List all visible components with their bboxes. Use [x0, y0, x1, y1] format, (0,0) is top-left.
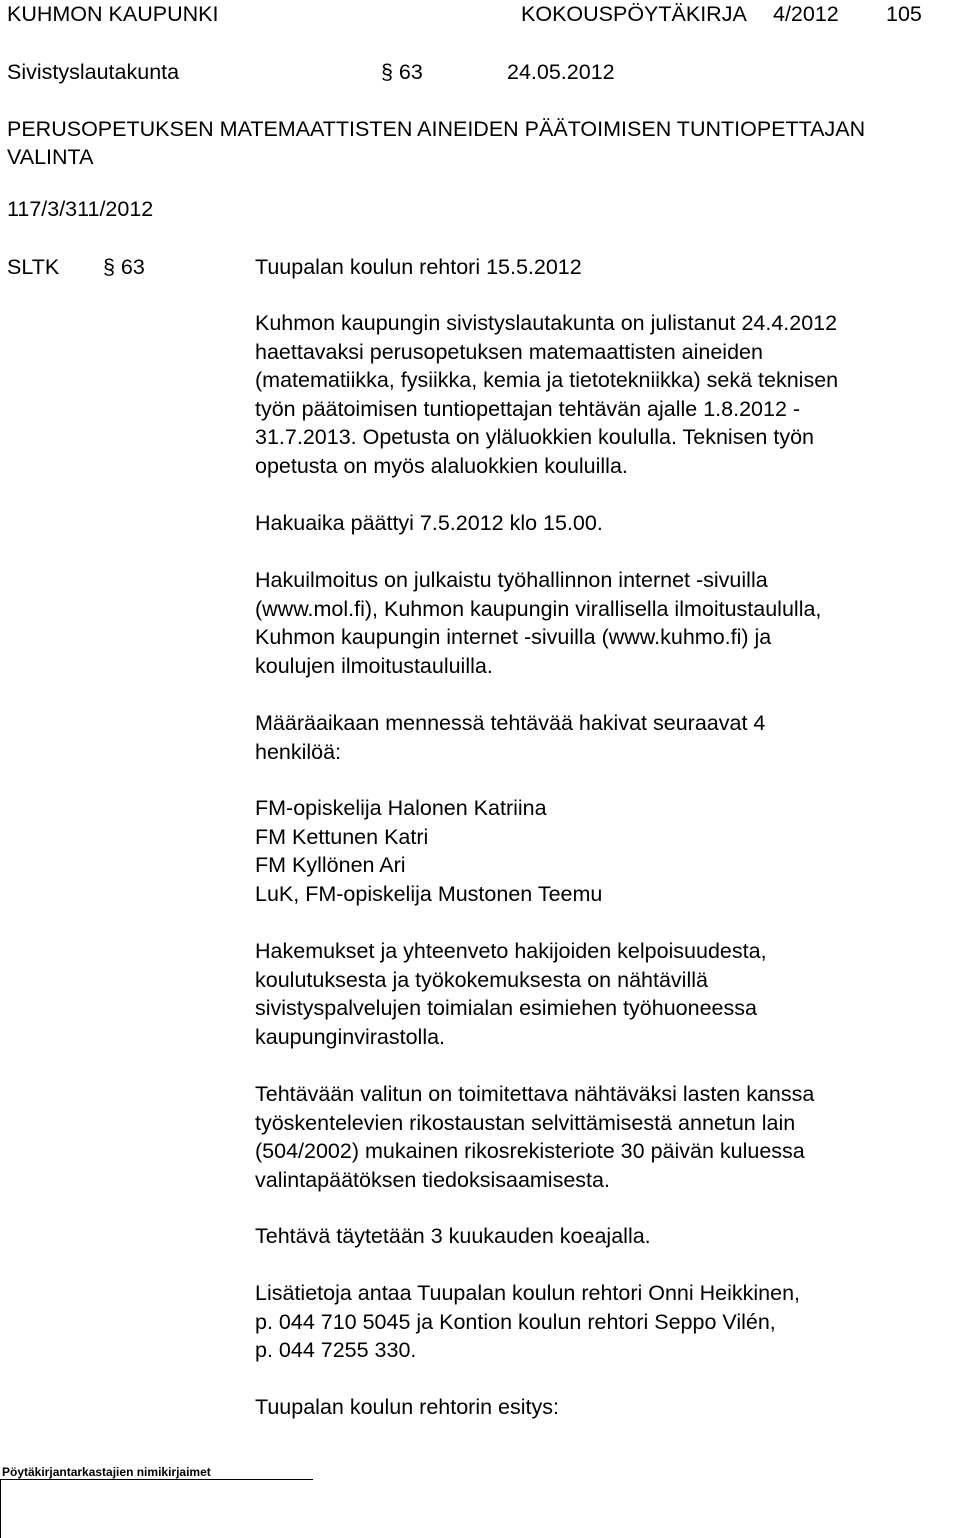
text-line: 31.7.2013. Opetusta on yläluokkien koululla. Teknisen työn: [255, 425, 814, 450]
paragraph-announcement: [255, 309, 945, 481]
text-line: Määräaikaan mennessä tehtävää hakivat seuraavat 4: [255, 711, 766, 735]
meeting-date: 24.05.2012: [507, 60, 615, 84]
text-line: Tuupalan koulun rehtorin esitys:: [255, 1395, 559, 1419]
title-line-2: VALINTA: [7, 145, 94, 169]
text-line: Tehtävään valitun on toimitettava nähtäväksi lasten kanssa: [255, 1082, 815, 1106]
text-line: Hakuaika päättyi 7.5.2012 klo 15.00.: [255, 511, 603, 535]
text-line: henkilöä:: [255, 739, 342, 764]
title-line-1: PERUSOPETUKSEN MATEMAATTISTEN AINEIDEN PÄÄTOIMISEN TUNTIOPETTAJAN: [7, 117, 866, 141]
org-name: KUHMON KAUPUNKI: [7, 2, 219, 26]
list-item: FM-opiskelija Halonen Katriina: [255, 796, 547, 820]
paragraph-contact-info: [255, 1279, 945, 1365]
paragraph-publication: [255, 566, 945, 680]
signature-line: [0, 1479, 313, 1480]
reference-number: 117/3/311/2012: [7, 197, 154, 221]
paragraph-applications: [255, 937, 945, 1051]
paragraph-applicants-count: [255, 709, 945, 766]
section-label: SLTK: [7, 255, 60, 279]
paragraph-criminal-record: [255, 1080, 945, 1194]
text-line: Tehtävä täytetään 3 kuukauden koeajalla.: [255, 1224, 651, 1248]
committee-name: Sivistyslautakunta: [7, 60, 180, 84]
text-line: Kuhmon kaupungin internet -sivuilla (www.kuhmo.fi) ja: [255, 625, 772, 650]
page-number: 105: [886, 2, 922, 26]
text-line: p. 044 7255 330.: [255, 1338, 417, 1363]
text-line: koulujen ilmoitustauluilla.: [255, 653, 493, 678]
text-line: valintapäätöksen tiedoksisaamisesta.: [255, 1167, 610, 1192]
text-line: sivistyspalvelujen toimialan esimiehen työhuoneessa: [255, 996, 757, 1021]
doc-number: 4/2012: [773, 2, 839, 26]
signature-label: Pöytäkirjantarkastajien nimikirjaimet: [2, 1465, 211, 1479]
doc-type: KOKOUSPÖYTÄKIRJA: [521, 2, 747, 26]
text-line: Kuhmon kaupungin sivistyslautakunta on julistanut 24.4.2012: [255, 311, 838, 335]
section-heading: Tuupalan koulun rehtori 15.5.2012: [255, 255, 582, 279]
list-item: LuK, FM-opiskelija Mustonen Teemu: [255, 881, 603, 906]
text-line: (www.mol.fi), Kuhmon kaupungin virallisella ilmoitustaululla,: [255, 596, 822, 621]
text-line: kaupunginvirastolla.: [255, 1024, 446, 1049]
signature-box-edge: [0, 1479, 1, 1538]
text-line: työn päätoimisen tuntiopettajan tehtävän ajalle 1.8.2012 -: [255, 396, 801, 421]
text-line: koulutuksesta ja työkokemuksesta on nähtävillä: [255, 967, 708, 992]
text-line: Lisätietoja antaa Tuupalan koulun rehtori Onni Heikkinen,: [255, 1281, 801, 1305]
text-line: työskentelevien rikostaustan selvittämisestä annetun lain: [255, 1110, 796, 1135]
text-line: haettavaksi perusopetuksen matemaattisten aineiden: [255, 339, 763, 364]
text-line: p. 044 710 5045 ja Kontion koulun rehtori Seppo Vilén,: [255, 1309, 776, 1334]
applicant-list: [255, 794, 945, 908]
text-line: (matematiikka, fysiikka, kemia ja tietotekniikka) sekä teknisen: [255, 368, 839, 393]
section-paragraph-number: § 63: [103, 255, 145, 279]
paragraph-proposal-heading: [255, 1393, 945, 1422]
list-item: FM Kyllönen Ari: [255, 853, 406, 878]
paragraph-deadline: [255, 509, 945, 538]
text-line: Hakemukset ja yhteenveto hakijoiden kelpoisuudesta,: [255, 939, 767, 963]
section-number: § 63: [381, 60, 423, 84]
text-line: opetusta on myös alaluokkien kouluilla.: [255, 453, 628, 478]
list-item: FM Kettunen Katri: [255, 824, 429, 849]
text-line: Hakuilmoitus on julkaistu työhallinnon internet -sivuilla: [255, 568, 768, 592]
text-line: (504/2002) mukainen rikosrekisteriote 30 päivän kuluessa: [255, 1139, 805, 1164]
paragraph-trial-period: [255, 1222, 945, 1251]
